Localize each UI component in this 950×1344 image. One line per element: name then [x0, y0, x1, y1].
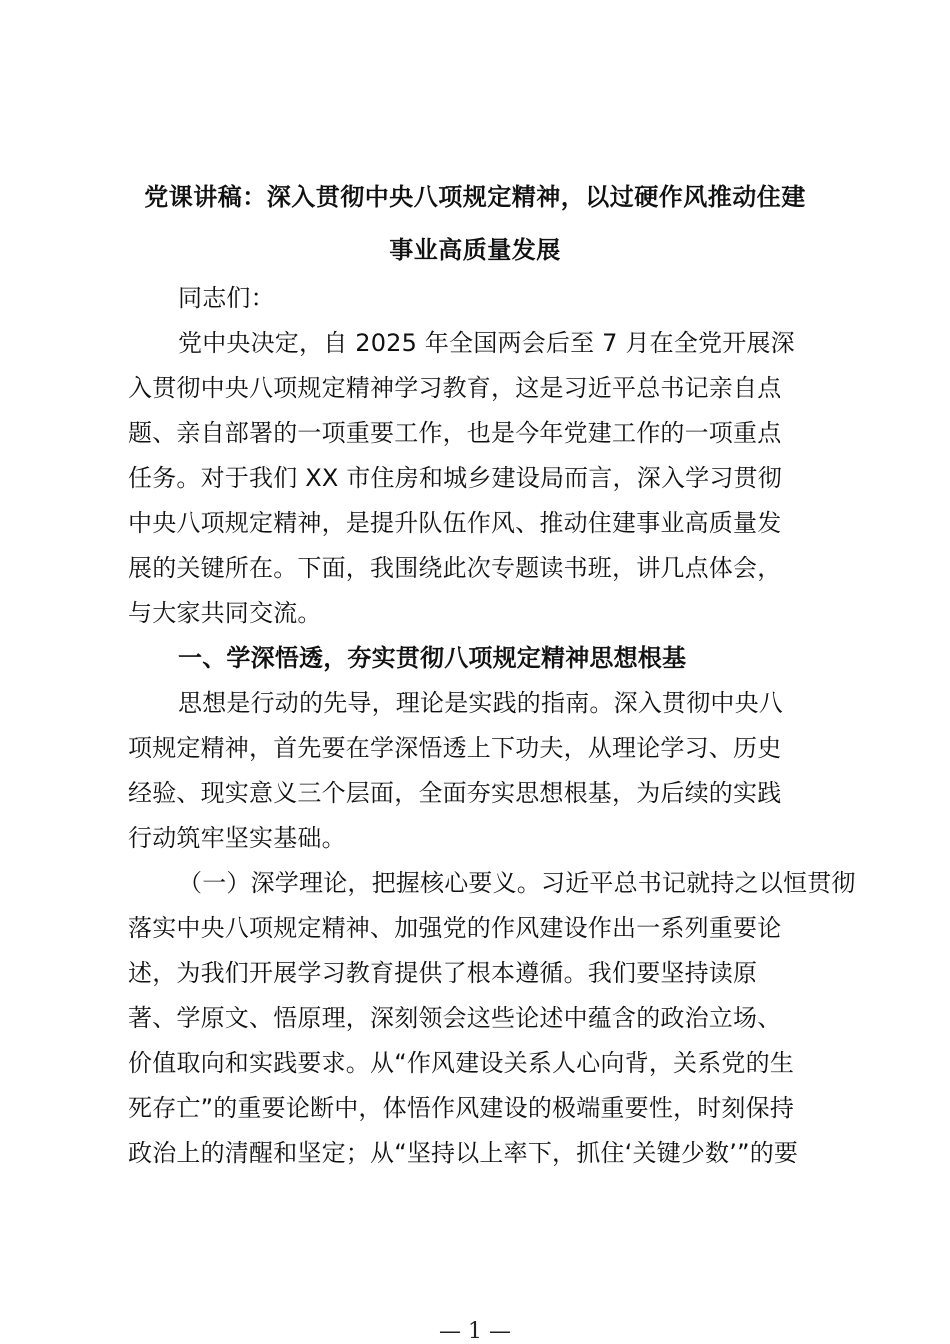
paragraph-line: 入贯彻中央八项规定精神学习教育，这是习近平总书记亲自点	[128, 374, 782, 402]
paragraph-line: 思想是行动的先导，理论是实践的指南。深入贯彻中央八	[178, 689, 783, 717]
paragraph-line: 党中央决定，自 2025 年全国两会后至 7 月在全党开展深	[178, 329, 795, 357]
paragraph-line: 与大家共同交流。	[128, 599, 322, 627]
paragraph-line: 题、亲自部署的一项重要工作，也是今年党建工作的一项重点	[128, 419, 782, 447]
document-title-line-2: 事业高质量发展	[389, 236, 561, 264]
paragraph-line: 述，为我们开展学习教育提供了根本遵循。我们要坚持读原	[128, 959, 758, 987]
paragraph-line: 价值取向和实践要求。从“作风建设关系人心向背，关系党的生	[128, 1049, 795, 1077]
paragraph-line: 经验、现实意义三个层面，全面夯实思想根基，为后续的实践	[128, 779, 782, 807]
paragraph-line: 政治上的清醒和坚定；从“坚持以上率下，抓住‘关键少数’”的要	[128, 1139, 799, 1167]
paragraph-line: 著、学原文、悟原理，深刻领会这些论述中蕴含的政治立场、	[128, 1004, 782, 1032]
subsection-paragraph-line: （一）深学理论，把握核心要义。习近平总书记就持之以恒贯彻	[178, 869, 856, 897]
section-heading-1: 一、学深悟透，夯实贯彻八项规定精神思想根基	[178, 644, 687, 672]
paragraph-line: 死存亡”的重要论断中，体悟作风建设的极端重要性，时刻保持	[128, 1094, 795, 1122]
paragraph-line: 落实中央八项规定精神、加强党的作风建设作出一系列重要论	[128, 914, 782, 942]
document-title-line-1: 党课讲稿：深入贯彻中央八项规定精神，以过硬作风推动住建	[144, 183, 806, 211]
paragraph-line: 中央八项规定精神，是提升队伍作风、推动住建事业高质量发	[128, 509, 782, 537]
paragraph-line: 任务。对于我们 XX 市住房和城乡建设局而言，深入学习贯彻	[128, 464, 782, 492]
page-number: — 1 —	[439, 1319, 511, 1344]
paragraph-line: 项规定精神，首先要在学深悟透上下功夫，从理论学习、历史	[128, 734, 782, 762]
paragraph-line: 行动筑牢坚实基础。	[128, 824, 346, 852]
paragraph-line: 展的关键所在。下面，我围绕此次专题读书班，讲几点体会，	[128, 554, 782, 582]
salutation: 同志们：	[178, 284, 275, 312]
